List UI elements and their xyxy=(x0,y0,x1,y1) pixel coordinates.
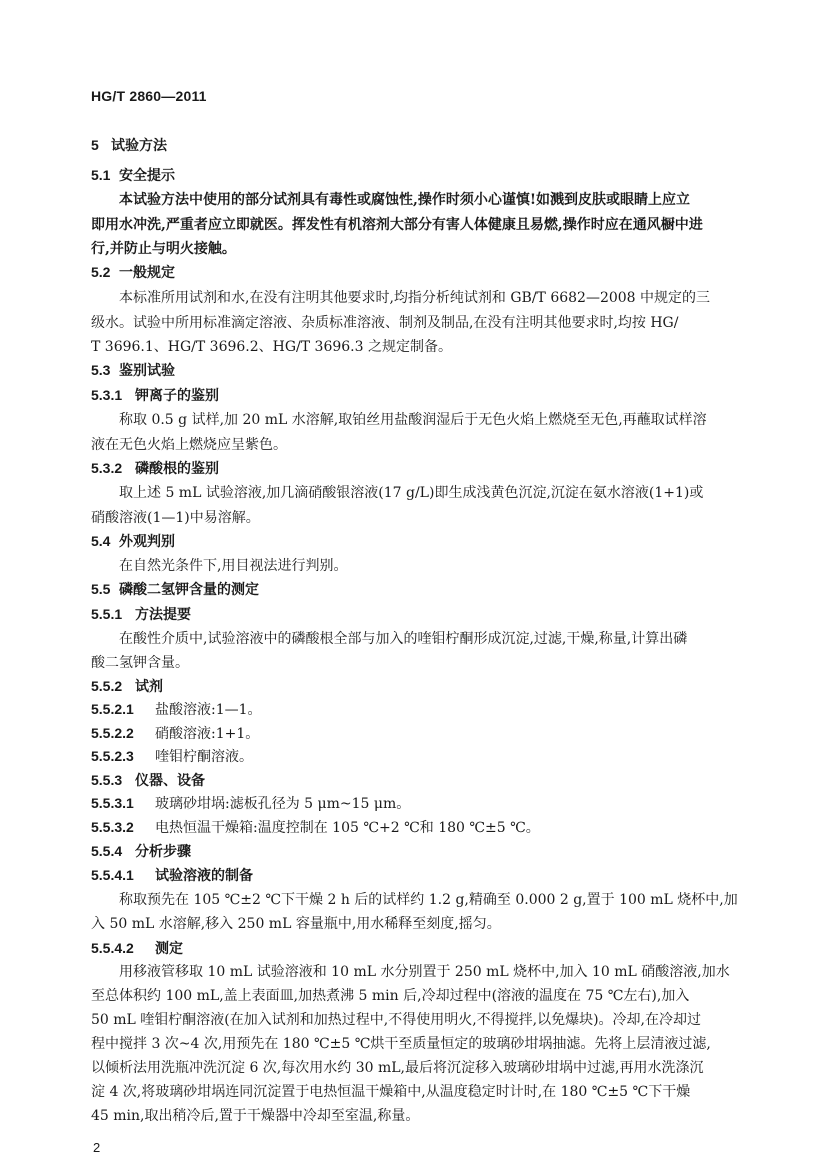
section-number: 5.5 xyxy=(91,581,111,597)
section-number: 5.5.1 xyxy=(91,606,123,622)
section-5-4-heading xyxy=(91,532,175,551)
section-number: 5.4 xyxy=(91,533,111,549)
section-5-1-heading xyxy=(91,166,175,185)
section-5-5-4-1-heading xyxy=(91,866,253,885)
item-number: 5.5.3.2 xyxy=(91,819,134,835)
section-number: 5.5.3 xyxy=(91,772,123,788)
section-5-5-1-heading xyxy=(91,605,191,624)
item-5-5-3-1 xyxy=(91,794,410,813)
item-text: 喹钼柠酮溶液。 xyxy=(155,749,253,765)
paragraph-line: 在酸性介质中,试验溶液中的磷酸根全部与加入的喹钼柠酮形成沉淀,过滤,干燥,称量,计算出磷 xyxy=(119,631,688,647)
section-title: 一般规定 xyxy=(119,265,175,281)
section-number: 5 xyxy=(91,137,99,153)
section-5-2-heading xyxy=(91,263,175,282)
paragraph-line: 硝酸溶液(1—1)中易溶解。 xyxy=(91,510,260,526)
section-5-5-3-heading xyxy=(91,771,205,790)
paragraph-line: 酸二氢钾含量。 xyxy=(91,655,189,671)
item-text: 盐酸溶液:1—1。 xyxy=(155,702,262,718)
item-number: 5.5.2.3 xyxy=(91,748,134,764)
paragraph-line: 级水。试验中所用标准滴定溶液、杂质标准溶液、制剂及制品,在没有注明其他要求时,均按 HG/ xyxy=(91,315,679,331)
section-number: 5.5.4.2 xyxy=(91,940,134,956)
item-number: 5.5.2.1 xyxy=(91,701,134,717)
section-title: 钾离子的鉴别 xyxy=(135,388,219,404)
paragraph-line: 入 50 mL 水溶解,移入 250 mL 容量瓶中,用水稀释至刻度,摇匀。 xyxy=(91,916,501,932)
section-5-5-2-heading xyxy=(91,677,163,696)
section-5-3-2-heading xyxy=(91,459,219,478)
item-5-5-2-2 xyxy=(91,724,259,743)
section-5-5-heading xyxy=(91,580,259,599)
section-number: 5.5.4.1 xyxy=(91,867,134,883)
section-number: 5.3.2 xyxy=(91,460,123,476)
paragraph-line: T 3696.1、HG/T 3696.2、HG/T 3696.3 之规定制备。 xyxy=(91,339,452,355)
item-text: 玻璃砂坩埚:滤板孔径为 5 μm~15 μm。 xyxy=(155,796,411,812)
paragraph-line: 程中搅拌 3 次~4 次,用预先在 180 ℃±5 ℃烘干至质量恒定的玻璃砂坩埚抽滤。先将上层清液过滤, xyxy=(91,1036,711,1052)
section-title: 试验溶液的制备 xyxy=(155,868,253,884)
page-number: 2 xyxy=(93,1140,101,1155)
section-number: 5.2 xyxy=(91,264,111,280)
section-number: 5.1 xyxy=(91,167,111,183)
section-title: 试剂 xyxy=(135,679,163,695)
section-title: 方法提要 xyxy=(135,607,191,623)
section-title: 分析步骤 xyxy=(135,844,191,860)
paragraph-line: 在自然光条件下,用目视法进行判别。 xyxy=(119,558,348,574)
section-title: 外观判别 xyxy=(119,534,175,550)
section-5-3-heading xyxy=(91,361,175,380)
section-title: 鉴别试验 xyxy=(119,363,175,379)
paragraph-line: 行,并防止与明火接触。 xyxy=(91,241,236,257)
paragraph-line: 用移液管移取 10 mL 试验溶液和 10 mL 水分别置于 250 mL 烧杯中,加入 10 mL 硝酸溶液,加水 xyxy=(119,964,730,980)
paragraph-line: 液在无色火焰上燃烧应呈紫色。 xyxy=(91,437,287,453)
paragraph-line: 至总体积约 100 mL,盖上表面皿,加热煮沸 5 min 后,冷却过程中(溶液的温度在 75 ℃左右),加入 xyxy=(91,988,690,1004)
paragraph-line: 称取 0.5 g 试样,加 20 mL 水溶解,取铂丝用盐酸润湿后于无色火焰上燃烧至无色,再蘸取试样溶 xyxy=(119,412,707,428)
section-title: 试验方法 xyxy=(111,138,167,154)
section-title: 仪器、设备 xyxy=(135,773,205,789)
item-5-5-2-1 xyxy=(91,700,262,719)
item-5-5-3-2 xyxy=(91,818,540,837)
section-title: 磷酸根的鉴别 xyxy=(135,461,219,477)
section-title: 测定 xyxy=(155,941,183,957)
section-5-heading xyxy=(91,136,167,155)
section-5-3-1-heading xyxy=(91,386,219,405)
section-number: 5.5.2 xyxy=(91,678,123,694)
paragraph-line: 取上述 5 mL 试验溶液,加几滴硝酸银溶液(17 g/L)即生成浅黄色沉淀,沉淀在氨水溶液(1+1)或 xyxy=(119,485,704,501)
item-text: 电热恒温干燥箱:温度控制在 105 ℃+2 ℃和 180 ℃±5 ℃。 xyxy=(155,820,540,836)
section-title: 安全提示 xyxy=(119,168,175,184)
paragraph-line: 45 min,取出稍冷后,置于干燥器中冷却至室温,称量。 xyxy=(91,1108,420,1124)
paragraph-line: 50 mL 喹钼柠酮溶液(在加入试剂和加热过程中,不得使用明火,不得搅拌,以免爆块)。冷却,在冷却过 xyxy=(91,1012,702,1028)
paragraph-line: 即用水冲洗,严重者应立即就医。挥发性有机溶剂大部分有害人体健康且易燃,操作时应在通风橱中进 xyxy=(91,217,703,233)
paragraph-line: 称取预先在 105 ℃±2 ℃下干燥 2 h 后的试样约 1.2 g,精确至 0.000 2 g,置于 100 mL 烧杯中,加 xyxy=(119,892,738,908)
section-number: 5.5.4 xyxy=(91,843,123,859)
paragraph-line: 本试验方法中使用的部分试剂具有毒性或腐蚀性,操作时须小心谨慎!如溅到皮肤或眼睛上应立 xyxy=(119,192,691,208)
paragraph-line: 以倾析法用洗瓶冲洗沉淀 6 次,每次用水约 30 mL,最后将沉淀移入玻璃砂坩埚中过滤,再用水洗涤沉 xyxy=(91,1060,704,1076)
item-number: 5.5.3.1 xyxy=(91,795,134,811)
section-title: 磷酸二氢钾含量的测定 xyxy=(119,582,259,598)
paragraph-line: 淀 4 次,将玻璃砂坩埚连同沉淀置于电热恒温干燥箱中,从温度稳定时计时,在 180 ℃±5 ℃下干燥 xyxy=(91,1084,691,1100)
paragraph-line: 本标准所用试剂和水,在没有注明其他要求时,均指分析纯试剂和 GB/T 6682—2008 中规定的三 xyxy=(119,290,711,306)
section-number: 5.3.1 xyxy=(91,387,123,403)
standard-code-header: HG/T 2860—2011 xyxy=(91,88,207,104)
item-5-5-2-3 xyxy=(91,747,253,766)
item-number: 5.5.2.2 xyxy=(91,725,134,741)
section-number: 5.3 xyxy=(91,362,111,378)
item-text: 硝酸溶液:1+1。 xyxy=(155,726,260,742)
section-5-5-4-2-heading xyxy=(91,939,183,958)
section-5-5-4-heading xyxy=(91,842,191,861)
